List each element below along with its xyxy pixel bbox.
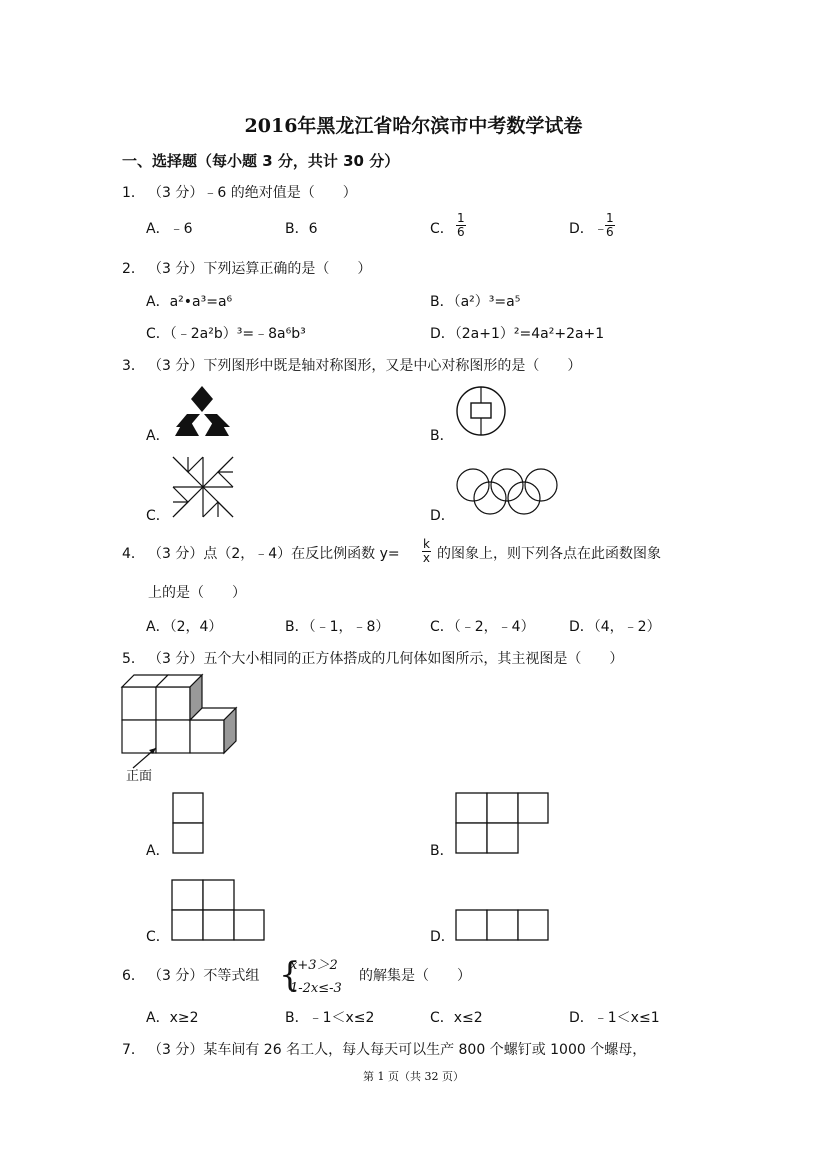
question-stem: （3 分）﹣6 的绝对值是（ ）: [148, 185, 357, 201]
question-stem-continued: 的图象上，则下列各点在此函数图象: [437, 546, 661, 562]
option-c: C．: [430, 221, 454, 237]
question-stem: （3 分）下列运算正确的是（ ）: [148, 261, 372, 277]
question-number: 5．: [122, 651, 145, 667]
option-c: C．（﹣2，﹣4）: [430, 619, 535, 635]
system-brace: {: [279, 955, 301, 995]
view-option-d: [455, 909, 551, 943]
option-b: B．: [430, 843, 454, 859]
option-c: C．: [146, 929, 170, 945]
question-stem: （3 分）五个大小相同的正方体搭成的几何体如图所示，其主视图是（ ）: [148, 651, 624, 667]
fraction-denominator: x: [422, 551, 431, 565]
option-b: B．（a²）³=a⁵: [430, 294, 521, 310]
option-d: D．: [430, 929, 455, 945]
fraction: [605, 212, 615, 239]
cube-stack-figure: [121, 674, 239, 772]
view-option-c: [171, 879, 267, 943]
question-number: 4．: [122, 546, 145, 562]
option-a: A．a²•a³=a⁶: [146, 294, 233, 310]
pinwheel-figure: [172, 456, 234, 518]
question-number: 1．: [122, 185, 145, 201]
five-rings-figure: [456, 468, 558, 516]
fraction-numerator: 1: [457, 211, 465, 225]
option-b: B．（﹣1，﹣8）: [285, 619, 390, 635]
fraction: [456, 212, 466, 239]
option-d: D．﹣1＜x≤1: [569, 1010, 660, 1026]
coin-figure: [456, 386, 506, 436]
question-stem: （3 分）某车间有 26 名工人，每人每天可以生产 800 个螺钉或 1000 个螺母，: [148, 1042, 647, 1058]
question-number: 7．: [122, 1042, 145, 1058]
question-stem-line2: 上的是（ ）: [148, 585, 246, 601]
page-title: 2016年黑龙江省哈尔滨市中考数学试卷: [244, 115, 583, 137]
question-number: 3．: [122, 358, 145, 374]
question-stem: （3 分）点（2，﹣4）在反比例函数 y=: [148, 546, 400, 562]
view-option-b: [455, 792, 551, 856]
option-a: A．: [146, 428, 170, 444]
option-b: B．6: [285, 221, 318, 237]
option-d: D．（2a+1）²=4a²+2a+1: [430, 326, 605, 342]
fraction-denominator: 6: [457, 225, 465, 239]
view-option-a: [172, 792, 206, 856]
three-diamonds-figure: [174, 386, 232, 438]
option-c: C．x≤2: [430, 1010, 483, 1026]
option-b: B．﹣1＜x≤2: [285, 1010, 375, 1026]
fraction-numerator: 1: [606, 211, 614, 225]
option-a: A．: [146, 843, 170, 859]
option-c: C．（﹣2a²b）³=﹣8a⁶b³: [146, 326, 306, 342]
option-a: A．x≥2: [146, 1010, 199, 1026]
question-stem: （3 分）不等式组: [148, 968, 260, 984]
fraction-numerator: k: [423, 537, 430, 551]
option-d: D．（4，﹣2）: [569, 619, 661, 635]
inequality-2: 1-2x≤-3: [290, 981, 342, 996]
fraction-denominator: 6: [606, 225, 614, 239]
question-stem: （3 分）下列图形中既是轴对称图形，又是中心对称图形的是（ ）: [148, 358, 582, 374]
option-a: A．（2，4）: [146, 619, 223, 635]
front-label: 正面: [126, 769, 153, 784]
section-heading: 一、选择题（每小题 3 分，共计 30 分）: [122, 152, 400, 170]
question-number: 2．: [122, 261, 145, 277]
option-d: D．﹣: [569, 221, 608, 237]
inequality-1: x+3＞2: [290, 958, 338, 973]
option-c: C．: [146, 508, 170, 524]
option-a: A．﹣6: [146, 221, 193, 237]
option-b: B．: [430, 428, 454, 444]
page-footer: 第 1 页（共 32 页）: [363, 1070, 464, 1083]
question-number: 6．: [122, 968, 145, 984]
option-d: D．: [430, 508, 455, 524]
fraction: [422, 538, 431, 565]
question-stem-continued: 的解集是（ ）: [359, 968, 471, 984]
